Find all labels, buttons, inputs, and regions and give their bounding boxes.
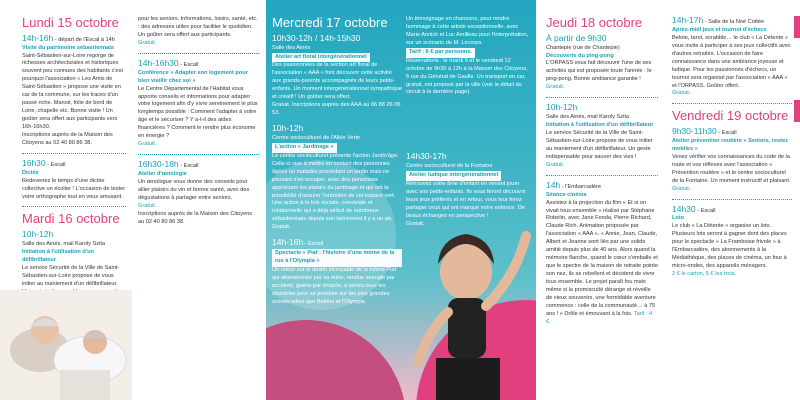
divider: [138, 154, 259, 155]
event-info: Réservations : le mardi 9 et le vendredi 12 octobre de 9h30 à 12h à la Maison des Citoyens, 5 rue du Général de Gaulle. Un transport en car, gratuit, est proposé par la ville (voir le détail du circuit à la dernière page).: [406, 57, 528, 96]
event-price: Gratuit.: [672, 90, 691, 97]
event-time: 10h30-12h / 14h-15h30: [272, 32, 361, 43]
event-title: Visite du patrimoine sébastiennais: [22, 44, 114, 51]
event-time: 14h-16h: [272, 237, 304, 248]
event-location: - Escall: [45, 161, 66, 168]
event-prevention-routiere: [672, 127, 792, 194]
event-title: Atelier prévention routière « Seniors, restez mobiles »: [672, 137, 788, 152]
wednesday-left-column: [272, 16, 402, 307]
event-title: Spectacle « Piaf : l'histoire d'une môme de la rue à l'Olympia »: [272, 249, 402, 267]
event-title: Après-midi jeux et tournoi d'échecs: [672, 26, 767, 33]
divider: [22, 206, 126, 207]
event-info: Un goûter sera offert aux participants.: [138, 31, 232, 38]
event-title: Initiation à l'utilisation d'un défibrillateur: [546, 122, 654, 129]
event-price: Gratuit.: [138, 141, 157, 148]
divider: [672, 103, 792, 104]
event-location: Salle des Ainés, mail Karoly Szita: [546, 114, 630, 121]
event-description: Le service Sécurité de la Ville de Saint-Sébastien-sur-Loire propose de vous initier au maniement d'un défibrillateur. Un geste indispensable pour sauver des vies !: [546, 130, 653, 160]
event-internet-continued: [138, 16, 259, 48]
event-location: - Escall: [695, 207, 716, 214]
event-location: - Salle de la Noë Cottée: [703, 19, 765, 25]
event-location: - départ de l'Escal à 14h: [53, 36, 115, 43]
event-location: Salle des Ainés, mail Karoly Szita: [22, 241, 106, 248]
event-description: Venez vérifier vos connaissances du code de la route et vos réflexes avec l'association « Prévention routière » et le centre socioculturel de la Fontaine. Un moment instructif et plaisant.: [672, 153, 791, 184]
event-dictee: [22, 159, 126, 202]
event-description: Le club « La Détente » organise un loto. Plusieurs lots seront à gagner dont des places pour le spectacle « La Framboise frivole » à l'Embarcadère, des abonnements à la Médiathèque, des places de cinéma, un four à micro-ondes, des appareils ménagers.: [672, 223, 787, 270]
panel-monday: [0, 0, 132, 400]
decorative-tab: [794, 16, 800, 38]
event-description: Assistez à la projection du film « Et si on vivait tous ensemble » réalisé par Stéphane Robelin, avec Jane Fonda, Pierre Richard, Claude Rich. Animation proposée par l'association « AAA ». « Annie, Jean, Claude, Albert et Jeanne sont liés par une solide amitié depuis plus de 40 ans. Alors quand la mémoire flanche, quand le cœur s'emballe et que le spectre de la maison de retraite pointe son nez, ils se rebellent et décident de vivre tous ensemble. Le projet paraît fou mais même si la promiscuité dérange et réveille de vieux souvenirs, une formidable aventure commence : celle de la communauté… à 75 ans ! » Drôle et émouvant à la fois.: [546, 199, 658, 317]
event-description: Redevenez le temps d'une dictée collective un écolier ! L'occasion de tester votre orthographe tout en vous amusant.: [22, 177, 126, 200]
event-title: Atelier ludique intergénérationnel: [406, 171, 501, 181]
event-location: Centre socioculturel de l'Allée Verte: [272, 134, 361, 141]
divider: [672, 199, 792, 200]
event-title: Séance cinéma: [546, 191, 587, 198]
event-time: 14h-17h: [672, 15, 704, 25]
event-description: L'ORPASS vous fait découvrir l'une de ses activités qui est proposée toute l'année : le ping-pong. Bonne ambiance garantie !: [546, 60, 652, 83]
event-location: - l'Embarcadère: [560, 183, 602, 190]
event-description: Un témoignage en chansons, pour rendre hommage à cette artiste exceptionnelle, avec Marie Annick et Luc Amilleau pour l'interprétation, sur un scénario de M. Lecorps.: [406, 16, 529, 46]
event-location: Centre socioculturel de la Fontaine: [406, 162, 493, 169]
event-time: 14h30: [672, 203, 696, 214]
event-description: Le service Sécurité de la Ville de Saint-Sébastien-sur-Loire propose de vous initier au maniement d'un défibrillateur.: [22, 264, 120, 287]
day-heading-thursday: Jeudi 18 octobre: [546, 15, 643, 30]
event-description: Saint-Sébastien-sur-Loire regorge de richesses architecturales et historiques souvent peu connues des habitants c'est pourquoi l'association « Les Amis de Saint-Sébastien » propose une visite en car de la commune, sur les traces d'un passé riche. Manoir, folie de bord de Loire, chapelle etc. Bonne visite ! Un goûter sera offert aux participants vers 16h-16h30.: [22, 52, 123, 130]
event-price: Gratuit.: [406, 220, 425, 227]
event-time: 16h30-18h: [138, 159, 179, 170]
divider: [546, 97, 658, 98]
event-price: Gratuit.: [546, 84, 565, 91]
event-jeux: [672, 16, 792, 98]
event-oenologie: [138, 160, 259, 227]
event-location: Salle des Ainés: [272, 44, 311, 51]
event-time: 16h30: [22, 157, 46, 168]
event-visite: [22, 34, 126, 148]
event-info: Gratuit. Inscriptions auprès des AAA au 06 88 26 06 53.: [272, 102, 401, 117]
event-time: 14h: [546, 179, 561, 190]
event-price: Tarif : 6 € par personne.: [406, 48, 475, 58]
event-description: Un retour sur le destin incroyable de la môme Piaf qui abandonnée par sa mère, rendue aveugle par accident, guérie par miracle, a vaincu tous les obstacles pour se produire sur les plus grandes scènes telles que Bobino et l'Olympia.: [272, 267, 397, 305]
divider: [138, 53, 259, 54]
day-heading-tuesday: Mardi 16 octobre: [22, 211, 120, 227]
event-description: Des passionnées de la section art floral de l'association « AAA » font découvrir cette activité aux grands-parents accompagnés de leurs petits-enfants. Un moment intergénérationnel sympathique et créatif ! Un goûter sera offert.: [272, 62, 402, 101]
event-conference: [138, 59, 259, 149]
event-description: Le Centre Départemental de l'Habitat vous apporte conseils et informations pour adapter votre logement afin d'y vivre sereinement le plus longtemps possible : Comment l'adapter à votre âge et le sécuriser ? Y a-t-il des aides financières ? Comment le rendre plus économe en énergie ?: [138, 85, 258, 140]
event-title: Atelier art floral intergénérationnel: [272, 53, 370, 63]
panel-friday: [664, 0, 800, 400]
event-time: 10h-12h: [22, 229, 54, 240]
photo-illustration: [0, 290, 132, 400]
event-description: pour les seniors. Informations, loisirs, santé, etc. : des adresses utiles pour faciliter le quotidien.: [138, 16, 258, 30]
event-time: À partir de 9h30: [546, 32, 607, 43]
event-location: - Escall: [178, 163, 199, 170]
event-description: Un œnologue vous donne des conseils pour allier plaisirs du vin et bonne santé, avec des dégustations à partager entre seniors.: [138, 178, 250, 201]
event-time: 10h-12h: [272, 123, 304, 134]
event-price: Gratuit.: [546, 161, 565, 168]
event-description: Le centre socioculturel présente l'action Jardin'âge. Celle-ci vise à mettre en contact des personnes âgées ou malades possédant un jardin mais ne pouvant s'en occuper, avec des personnes appréciant les plaisirs du jardinage et qui ont la possibilité d'assurer l'entretien de cet espace vert. Une action à la fois sociale, conviviale et relationnelle qui a déjà séduit de nombreux sébastiennais depuis son lancement il y a un an.: [272, 152, 399, 223]
event-price: Gratuit.: [138, 202, 157, 209]
photo-seniors-laughing: [0, 290, 132, 400]
event-info: Inscriptions auprès de la Maison des Citoyens au 02 40 80 86 38.: [138, 210, 253, 225]
singer-illustration: [406, 212, 536, 400]
event-description: Belote, tarot, scrabble… le club « La Détente » vous invite à participer à ses jeux collectifs avec d'autres retraités. L'occasion de faire connaissance dans une ambiance joyeuse et ludique. Pour les passionnés d'échecs, un tournoi sera organisé par l'association « AAA » et l'ORPASS. Goûter offert.: [672, 34, 791, 89]
panel-wednesday: [266, 0, 536, 400]
day-heading-monday: Lundi 15 octobre: [22, 15, 119, 30]
divider: [22, 153, 126, 154]
event-price: Gratuit.: [672, 185, 691, 192]
event-location: - Escall: [716, 130, 737, 137]
event-loto: [672, 205, 792, 279]
event-location: - Escall: [178, 61, 199, 68]
event-cinema: [546, 181, 658, 327]
event-title: L'action « Jardinage »: [272, 143, 337, 153]
day-heading-friday: Vendredi 19 octobre: [672, 108, 789, 124]
wednesday-right-column-lower: [406, 152, 530, 228]
event-title: Découverte du ping-pong: [546, 52, 614, 59]
event-title: Atelier d'œnologie: [138, 171, 187, 177]
event-price: Gratuit.: [272, 224, 291, 231]
event-location: - Escall: [303, 241, 324, 248]
divider: [546, 175, 658, 176]
event-title: Loto: [672, 215, 685, 222]
event-location: Chantepie (rue de Chantepie): [546, 44, 620, 51]
event-info: Inscriptions auprès de la Maison des Citoyens au 02 40 80 86 38.: [22, 131, 113, 146]
event-time: 14h30-17h: [406, 151, 447, 161]
event-price: 2 € le carton, 5 € les trois.: [672, 271, 737, 278]
event-title: Conférence « Adapter son logement pour bien vieillir chez soi »: [138, 69, 248, 84]
event-description: Retrouvez votre âme d'enfant en venant jouer avec vos petits-enfants. Ils vous feront découvrir leurs jeux préférés et en retour, vous leur ferez partager ceux qui ont marqué votre enfance. De beaux échanges en perspective !: [406, 180, 526, 219]
decorative-tab: [794, 100, 800, 122]
wednesday-right-column: [406, 16, 530, 97]
event-time: 14h-16h: [22, 32, 54, 43]
event-time: 9h30-11h30: [672, 126, 717, 137]
panel-thursday: [538, 0, 662, 400]
event-pingpong: [546, 34, 658, 93]
event-price: Tarif : 4 €.: [546, 310, 653, 325]
panel-tuesday-continued: [134, 0, 264, 400]
event-time: 10h-12h: [546, 102, 578, 113]
event-title: Dictée: [22, 169, 39, 176]
event-price: Gratuit.: [138, 39, 157, 46]
event-time: 14h-16h30: [138, 57, 179, 68]
day-heading-wednesday: Mercredi 17 octobre: [272, 15, 388, 30]
event-title: Initiation à l'utilisation d'un défibrillateur: [22, 248, 94, 263]
event-defibrillateur-thursday: [546, 103, 658, 170]
